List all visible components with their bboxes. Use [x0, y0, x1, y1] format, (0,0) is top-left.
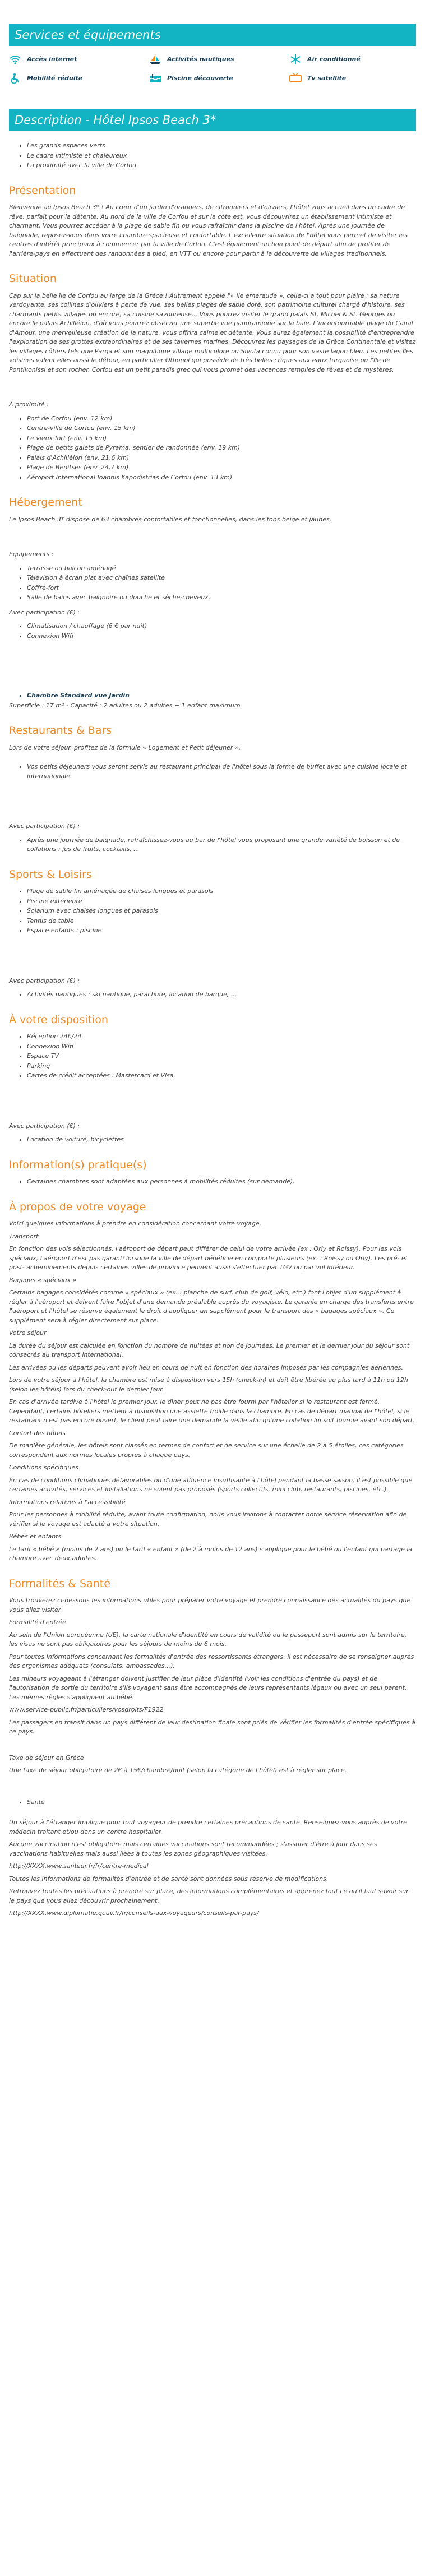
room-name: • Chambre Standard vue Jardin: [27, 691, 416, 701]
list-item: • Santé: [27, 1798, 416, 1807]
about-line: Voici quelques informations à prendre en considération concernant votre voyage.: [9, 1220, 262, 1227]
room-list: [9, 691, 416, 701]
about-line: Confort des hôtels: [9, 1429, 66, 1437]
lodging-extra-label: Avec participation (€) :: [9, 608, 80, 616]
amenity-label: Tv satellite: [307, 74, 347, 82]
hotel-page: [0, 24, 425, 1918]
sports-extra-list: [9, 990, 416, 1000]
presentation-text: Bienvenue au Ipsos Beach 3* ! Au cœur d'un jardin d'orangers, de citronniers et d'oliviers, l'hôtel vous accueil dans un cadre de rêve, parfait pour la détente. Au nord de la ville de Corfou et sur la côte est, vous découvrirez un établissement intimiste et charmant. Vous pourrez accéder à la plage de sable fin ou vous rafraîchir dans la piscine de l'hôtel. Après une journée de baignade, reposez-vous dans votre chambre spacieuse et confortable. L'excellente situation de l'hôtel vous permet de visiter les centres d'intérêt principaux à commencer par la ville de Corfou. C'est également un bon point de départ afin de profiter de l'arrière-pays en effectuant des randonnées à pied, en VTT ou encore pour partir à la découverte de villages traditionnels.: [9, 204, 408, 257]
list-item: • Réception 24h/24: [27, 1032, 416, 1042]
list-item: • Terrasse ou balcon aménagé: [27, 564, 416, 574]
list-item: • Palais d'Achilléion (env. 21,6 km): [27, 454, 416, 463]
boat-icon: [149, 54, 161, 64]
services-extra-label: Avec participation (€) :: [9, 1122, 80, 1130]
room-info: Superficie : 17 m² - Capacité : 2 adultes ou 2 adultes + 1 enfant maximum: [9, 701, 241, 709]
list-item: • Climatisation / chauffage (6 € par nuit): [27, 622, 416, 631]
restaurants-heading: Restaurants & Bars: [9, 724, 112, 737]
list-item: • Cartes de crédit acceptées : Mastercard et Visa.: [27, 1071, 416, 1081]
about-line: Transport: [9, 1232, 39, 1240]
list-item: • Télévision à écran plat avec chaînes satellite: [27, 574, 416, 583]
list-item: • Plage de petits galets de Pyrama, sentier de randonnée (env. 19 km): [27, 443, 416, 453]
list-item: • Aéroport International Ioannis Kapodistrias de Corfou (env. 13 km): [27, 473, 416, 483]
amenity-nautical: [149, 54, 289, 65]
list-item: • Tennis de table: [27, 917, 416, 926]
about-line: De manière générale, les hôtels sont classés en termes de confort et de service sur une échelle de 2 à 5 étoiles, ces catégories correspondent aux normes locales propres à chaque pays.: [9, 1442, 404, 1459]
formalities-line: Les mineurs voyageant à l'étranger doivent justifier de leur pièce d'identité (voir les conditions d'entrée du pays) et de l'autorisation de sortie du territoire s'ils voyagent sans être accompagnés de leurs représentants légaux ou avec un seul parent. Les mêmes règles s'appliquent au bébé.: [9, 1675, 407, 1701]
snowflake-icon: [289, 54, 302, 65]
about-line: Le tarif « bébé » (moins de 2 ans) ou le tarif « enfant » (de 2 à moins de 12 ans) s'applique pour le bébé ou l'enfant qui partage la chambre avec deux adultes.: [9, 1545, 413, 1562]
equipment-label: Equipements :: [9, 551, 54, 558]
description-title: Description - Hôtel Ipsos Beach 3*: [15, 113, 216, 127]
amenity-accessibility: [9, 73, 149, 84]
list-item: • Activités nautiques : ski nautique, parachute, location de barque, ...: [27, 990, 416, 1000]
formalities-line: Les passagers en transit dans un pays différent de leur destination finale sont priés de vérifier les formalités d'entrée spécifiques à ce pays.: [9, 1718, 415, 1735]
list-item: • Les grands espaces verts: [27, 141, 416, 151]
practical-heading: Information(s) pratique(s): [9, 1158, 147, 1171]
restaurants-extra-list: [9, 836, 416, 854]
restaurants-list: [9, 762, 416, 781]
about-body: [9, 1219, 416, 1564]
list-item: • La proximité avec la ville de Corfou: [27, 161, 416, 170]
proximity-label: À proximité :: [9, 401, 49, 408]
formalities-line: Au sein de l'Union européenne (UE), la carte nationale d'identité en cours de validité ou le passeport sont admis sur le territoire, les visas ne sont pas obligatoires pour les séjours de moins de 6 mois.: [9, 1631, 407, 1648]
about-line: Votre séjour: [9, 1329, 47, 1336]
about-line: En cas de conditions climatiques défavorables ou d'une affluence insuffisante à l'hôtel pendant la basse saison, il est possible que certaines activités, services et installations ne soient pas proposés (sports collectifs, mini club, restaurants, piscines, etc.).: [9, 1476, 413, 1493]
health-list: [9, 1798, 416, 1807]
about-line: Lors de votre séjour à l'hôtel, la chambre est mise à disposition vers 15h (check-in) et doit être libérée au plus tard à 11h ou 12h (selon les hôtels) lors du check-out le dernier jour.: [9, 1376, 408, 1393]
about-line: En cas d'arrivée tardive à l'hôtel le premier jour, le dîner peut ne pas être fourni par l'hôtelier si le restaurant est fermé. Cependant, certains hôteliers mettent à disposition une assiette froide dans la chambre. En cas de départ matinal de l'hôtel, si le restaurant n'est pas encore ouvert, le client peut faire une demande la veille afin qu'une collation lui soit fournie avant son départ.: [9, 1398, 415, 1424]
health-line: Retrouvez toutes les précautions à prendre sur place, des informations complémentaires et apprenez tout ce qu'il faut savoir sur le pays que vous allez découvrir prochainement.: [9, 1888, 409, 1904]
about-line: Bagages « spéciaux »: [9, 1276, 77, 1284]
about-line: En fonction des vols sélectionnés, l'aéroport de départ peut différer de celui de votre arrivée (ex : Orly et Roissy). Pour les vols spéciaux, l'aéroport n'est pas garanti lorsque la ville de départ bénéficie en comporte plusieurs (ex. : Roissy ou Orly). Les pré- et post- acheminements depuis certaines villes de province peuvent aussi s'effectuer par TGV ou par vol intérieur.: [9, 1245, 408, 1271]
tv-icon: [289, 73, 302, 84]
about-line: Certains bagages considérés comme « spéciaux » (ex. : planche de surf, club de golf, vélo, etc.) font l'objet d'un supplément à régler à l'aéroport et doivent faire l'objet d'une demande préalable auprès du voyagiste. Le garanie en charge des transferts entre l'aéroport et l'hôtel se réserve également le droit d'appliquer un supplément pour le transport des « bagages spéciaux ». Ce supplément sera à régler directement sur place.: [9, 1289, 414, 1324]
amenities-title: Services et équipements: [15, 28, 161, 41]
health-line: Toutes les informations de formalités d'entrée et de santé sont données sous réserve de modifications.: [9, 1875, 329, 1883]
lodging-heading: Hébergement: [9, 496, 82, 508]
lodging-extra-list: [9, 622, 416, 641]
list-item: • Connexion Wifi: [27, 1042, 416, 1052]
amenity-label: Activités nautiques: [167, 55, 234, 63]
sports-list: [9, 887, 416, 936]
amenity-internet: [9, 54, 149, 65]
list-item: • Après une journée de baignade, rafraîchissez-vous au bar de l'hôtel vous proposant une grande variété de boisson et de collations : jus de fruits, cocktails, ...: [27, 836, 416, 854]
about-line: Conditions spécifiques: [9, 1464, 78, 1471]
lodging-text: Le Ipsos Beach 3* dispose de 63 chambres confortables et fonctionnelles, dans les tons beige et jaunes.: [9, 515, 332, 523]
list-item: • Salle de bains avec baignoire ou douche et sèche-cheveux.: [27, 593, 416, 603]
formalities-body: [9, 1596, 416, 1737]
proximity-list: [9, 414, 416, 483]
list-item: • Plage de Benitses (env. 24,7 km): [27, 463, 416, 473]
about-line: Pour les personnes à mobilité réduite, avant toute confirmation, nous vous invitons à contacter notre service réservation afin de vérifier si le voyage est adapté à votre situation.: [9, 1511, 407, 1528]
list-item: • Coffre-fort: [27, 584, 416, 593]
situation-heading: Situation: [9, 272, 57, 285]
list-item: • Port de Corfou (env. 12 km): [27, 414, 416, 424]
list-item: • Le cadre intimiste et chaleureux: [27, 151, 416, 161]
practical-list: [9, 1177, 416, 1187]
list-item: • Connexion Wifi: [27, 632, 416, 641]
health-body: [9, 1818, 416, 1918]
list-item: • Espace TV: [27, 1052, 416, 1061]
services-list: [9, 1032, 416, 1081]
wifi-icon: [9, 54, 21, 64]
highlights-list: [9, 141, 416, 170]
about-heading: À propos de votre voyage: [9, 1200, 146, 1213]
sports-extra-label: Avec participation (€) :: [9, 977, 80, 984]
amenities-grid: [9, 46, 416, 84]
list-item: • Solarium avec chaises longues et parasols: [27, 907, 416, 916]
formalities-heading: Formalités & Santé: [9, 1577, 110, 1590]
formalities-line: Pour toutes informations concernant les formalités d'entrée des ressortissants étrangers, il est nécessaire de se renseigner auprès des organismes adéquats (consulats, ambassades...).: [9, 1653, 414, 1669]
tax-text: Une taxe de séjour obligatoire de 2€ à 15€/chambre/nuit (selon la catégorie de l'hôtel) est à régler sur place.: [9, 1766, 347, 1774]
restaurants-extra-label: Avec participation (€) :: [9, 822, 80, 830]
about-line: La durée du séjour est calculée en fonction du nombre de nuitées et non de journées. Le premier et le dernier jour du séjour sont consacrés au transport international.: [9, 1342, 410, 1358]
formalities-link[interactable]: www.service-public.fr/particuliers/vosdroits/F1922: [9, 1706, 164, 1713]
list-item: • Le vieux fort (env. 15 km): [27, 434, 416, 443]
health-link[interactable]: http://XXXX.www.diplomatie.gouv.fr/fr/conseils-aux-voyageurs/conseils-par-pays/: [9, 1909, 259, 1917]
about-line: Bébés et enfants: [9, 1533, 62, 1540]
list-item: • Certaines chambres sont adaptées aux personnes à mobilités réduites (sur demande).: [27, 1177, 416, 1187]
list-item: • Location de voiture, bicyclettes: [27, 1135, 416, 1145]
situation-text: Cap sur la belle île de Corfou au large de la Grèce ! Autrement appelé l'« île émeraude », celle-ci a tout pour plaire : sa nature verdoyante, ses collines d'oliviers à perte de vue, ses belles plages de sable doré, son patrimoine culturel chargé d'histoire, ses charmants petits villages ou encore, sa cuisine savoureuse... Vous pourrez visiter le grand palais St. Michel & St. Georges ou encore le palais Achilléion, d'où vous pourrez observer une superbe vue panoramique sur la baie. L'incontournable plage du Canal d'Amour, une merveilleuse création de la nature, vous offrira calme et détente. Vous aurez également la possibilité d'entreprendre l'exploration de ses grottes extraordinaires et de ses tavernes marines. Découvrez les paysages de la Grèce Continentale et visitez les villages côtiers tels que Parga et son magnifique village multicolore ou Sivota connu pour son vaste lagon bleu. Les petites îles voisines valent elles aussi le détour, en particulier Othonoi qui possède de très belles criques aux eaux turquoise ou l'île de Pontikonissi et son rocher. Corfou est un petit paradis grec qui vous promet des vacances remplies de rêves et de mystères.: [9, 292, 416, 373]
formalities-line: Vous trouverez ci-dessous les informations utiles pour préparer votre voyage et prendre connaissance des actualités du pays que vous allez visiter.: [9, 1597, 411, 1613]
about-line: Informations relatives à l'accessibilité: [9, 1498, 126, 1506]
presentation-heading: Présentation: [9, 184, 76, 197]
restaurants-intro: Lors de votre séjour, profitez de la formule « Logement et Petit déjeuner ».: [9, 743, 241, 751]
amenities-banner: [9, 24, 416, 46]
equipment-list: [9, 564, 416, 603]
amenity-label: Piscine découverte: [167, 74, 233, 82]
formalities-line: Formalité d'entrée: [9, 1618, 66, 1626]
about-line: Les arrivées ou les départs peuvent avoir lieu en cours de nuit en fonction des horaires imposés par les compagnies aériennes.: [9, 1363, 403, 1371]
list-item: • Espace enfants : piscine: [27, 926, 416, 936]
description-banner: [9, 109, 416, 131]
list-item: • Centre-ville de Corfou (env. 15 km): [27, 424, 416, 433]
pool-icon: [149, 73, 161, 84]
tax-label: Taxe de séjour en Grèce: [9, 1754, 84, 1761]
amenity-label: Mobilité réduite: [27, 74, 83, 82]
services-extra-list: [9, 1135, 416, 1145]
health-line: Un séjour à l'étranger implique pour tout voyageur de prendre certaines précautions de santé. Renseignez-vous auprès de votre médecin traitant et/ou dans un centre hospitalier.: [9, 1819, 407, 1835]
health-link[interactable]: http://XXXX.www.santeur.fr/fr/centre-medical: [9, 1862, 149, 1870]
health-line: Aucune vaccination n'est obligatoire mais certaines vaccinations sont recommandées ; s'assurer d'être à jour dans ses vaccinations habituelles mais aussi liées à toutes les zones géographiques visitées.: [9, 1840, 377, 1857]
amenity-pool: [149, 73, 289, 84]
list-item: • Parking: [27, 1062, 416, 1071]
list-item: • Piscine extérieure: [27, 897, 416, 907]
amenity-label: Accès internet: [27, 55, 77, 63]
list-item: • Vos petits déjeuners vous seront servis au restaurant principal de l'hôtel sous la forme de buffet avec une cuisine locale et internationale.: [27, 762, 416, 781]
services-heading: À votre disposition: [9, 1013, 108, 1026]
amenity-aircon: [289, 54, 416, 65]
wheelchair-icon: [9, 73, 21, 84]
amenity-label: Air conditionné: [307, 55, 361, 63]
sports-heading: Sports & Loisirs: [9, 868, 92, 881]
amenity-tv: [289, 73, 416, 84]
list-item: • Plage de sable fin aménagée de chaises longues et parasols: [27, 887, 416, 896]
